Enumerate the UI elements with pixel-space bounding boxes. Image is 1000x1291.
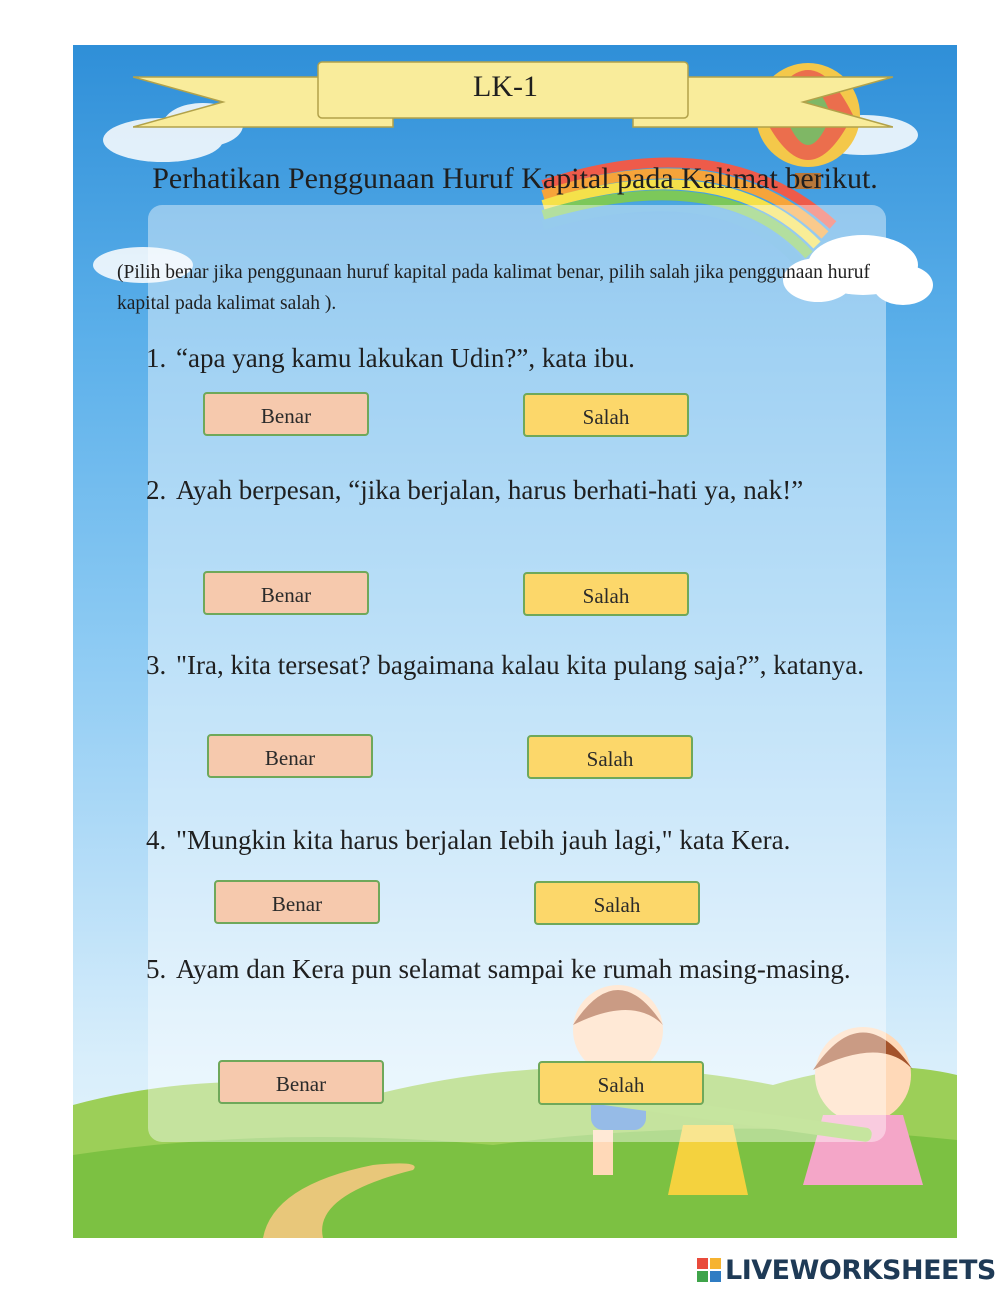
question-number: 1. — [146, 343, 167, 373]
question-number: 5. — [146, 954, 167, 984]
question-text: "Ira, kita tersesat? bagaimana kalau kita pulang saja?”, katanya. — [176, 650, 864, 680]
benar-button-1[interactable]: Benar — [203, 392, 369, 436]
question-text: "Mungkin kita harus berjalan Iebih jauh lagi," kata Kera. — [176, 825, 791, 855]
question-text: “apa yang kamu lakukan Udin?”, kata ibu. — [176, 343, 635, 373]
question-number: 3. — [146, 650, 167, 680]
question-text: Ayah berpesan, “jika berjalan, harus berhati-hati ya, nak!” — [176, 475, 804, 505]
salah-button-1[interactable]: Salah — [523, 393, 689, 437]
benar-button-3[interactable]: Benar — [207, 734, 373, 778]
question-2 — [146, 469, 936, 511]
salah-button-4[interactable]: Salah — [534, 881, 700, 925]
question-1 — [146, 337, 936, 379]
question-text: Ayam dan Kera pun selamat sampai ke rumah masing-masing. — [176, 954, 851, 984]
question-number: 2. — [146, 475, 167, 505]
liveworksheets-badge-icon — [697, 1258, 721, 1282]
worksheet-instruction: (Pilih benar jika penggunaan huruf kapital pada kalimat benar, pilih salah jika penggunaan huruf kapital pada kalimat salah ). — [117, 262, 870, 314]
salah-button-3[interactable]: Salah — [527, 735, 693, 779]
liveworksheets-logo-text: LIVEWORKSHEETS — [725, 1254, 996, 1286]
salah-button-2[interactable]: Salah — [523, 572, 689, 616]
benar-button-5[interactable]: Benar — [218, 1060, 384, 1104]
salah-button-5[interactable]: Salah — [538, 1061, 704, 1105]
worksheet-title: LK-1 — [473, 70, 538, 103]
question-5 — [146, 948, 936, 990]
question-4 — [146, 819, 936, 861]
worksheet-page — [73, 45, 957, 1238]
liveworksheets-logo[interactable] — [697, 1255, 996, 1285]
question-3 — [146, 644, 936, 686]
worksheet-heading: Perhatikan Penggunaan Huruf Kapital pada Kalimat berikut. — [152, 162, 878, 195]
question-number: 4. — [146, 825, 167, 855]
benar-button-2[interactable]: Benar — [203, 571, 369, 615]
benar-button-4[interactable]: Benar — [214, 880, 380, 924]
